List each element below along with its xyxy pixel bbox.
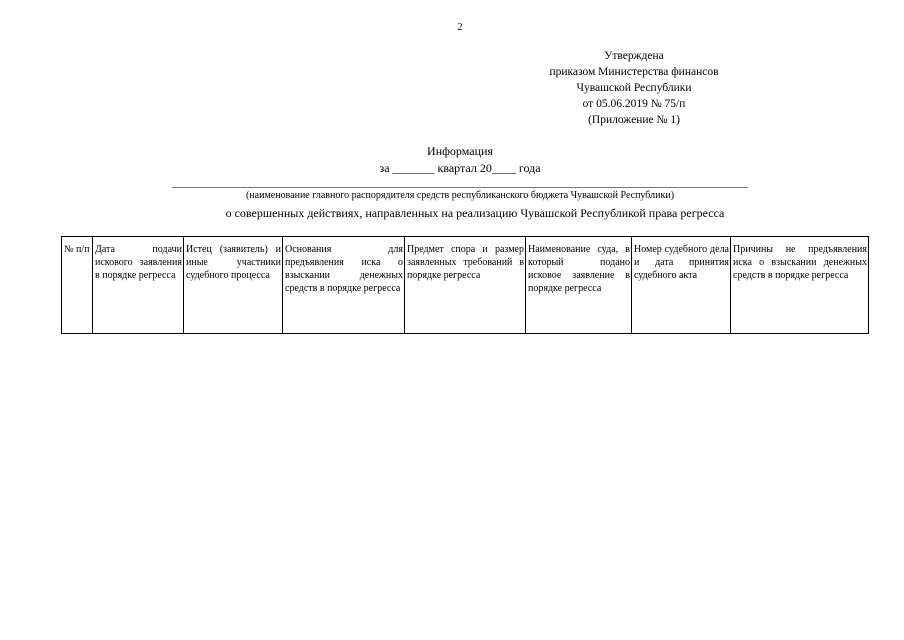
header-cell-reasons: Причины не предъявления иска о взыскании денежных средств в порядке регресса — [731, 237, 869, 334]
reporting-period: за _______ квартал 20____ года — [379, 161, 541, 175]
header-cell-filing-date: Дата подачи искового заявления в порядке регресса — [93, 237, 184, 334]
header-cell-case-number: Номер судебного дела и дата принятия судебного акта — [632, 237, 731, 334]
approval-line: приказом Министерства финансов — [549, 66, 719, 78]
approval-line: Чувашской Республики — [576, 82, 692, 94]
approval-line: Утверждена — [604, 50, 664, 62]
header-cell-subject: Предмет спора и размер заявленных требований в порядке регресса — [405, 237, 526, 334]
approval-line: от 05.06.2019 № 75/п — [582, 98, 686, 110]
table-header-row — [62, 237, 869, 334]
header-cell-number: № п/п — [62, 237, 93, 334]
approval-stamp — [534, 48, 734, 128]
header-cell-grounds: Основания для предъявления иска о взыскании денежных средств в порядке регресса — [283, 237, 405, 334]
organization-blank-line — [172, 187, 748, 188]
document-subtitle: о совершенных действиях, направленных на реализацию Чувашской Республикой права регресса — [225, 206, 725, 220]
approval-line: (Приложение № 1) — [588, 114, 680, 126]
organization-caption: (наименование главного распорядителя средств республиканского бюджета Чувашской Республики) — [245, 190, 675, 201]
header-cell-court: Наименование суда, в который подано исковое заявление в порядке регресса — [526, 237, 632, 334]
page-number: 2 — [457, 22, 463, 33]
document-title: Информация — [427, 144, 493, 158]
regress-table — [61, 236, 869, 334]
header-cell-plaintiff: Истец (заявитель) и иные участники судебного процесса — [184, 237, 283, 334]
